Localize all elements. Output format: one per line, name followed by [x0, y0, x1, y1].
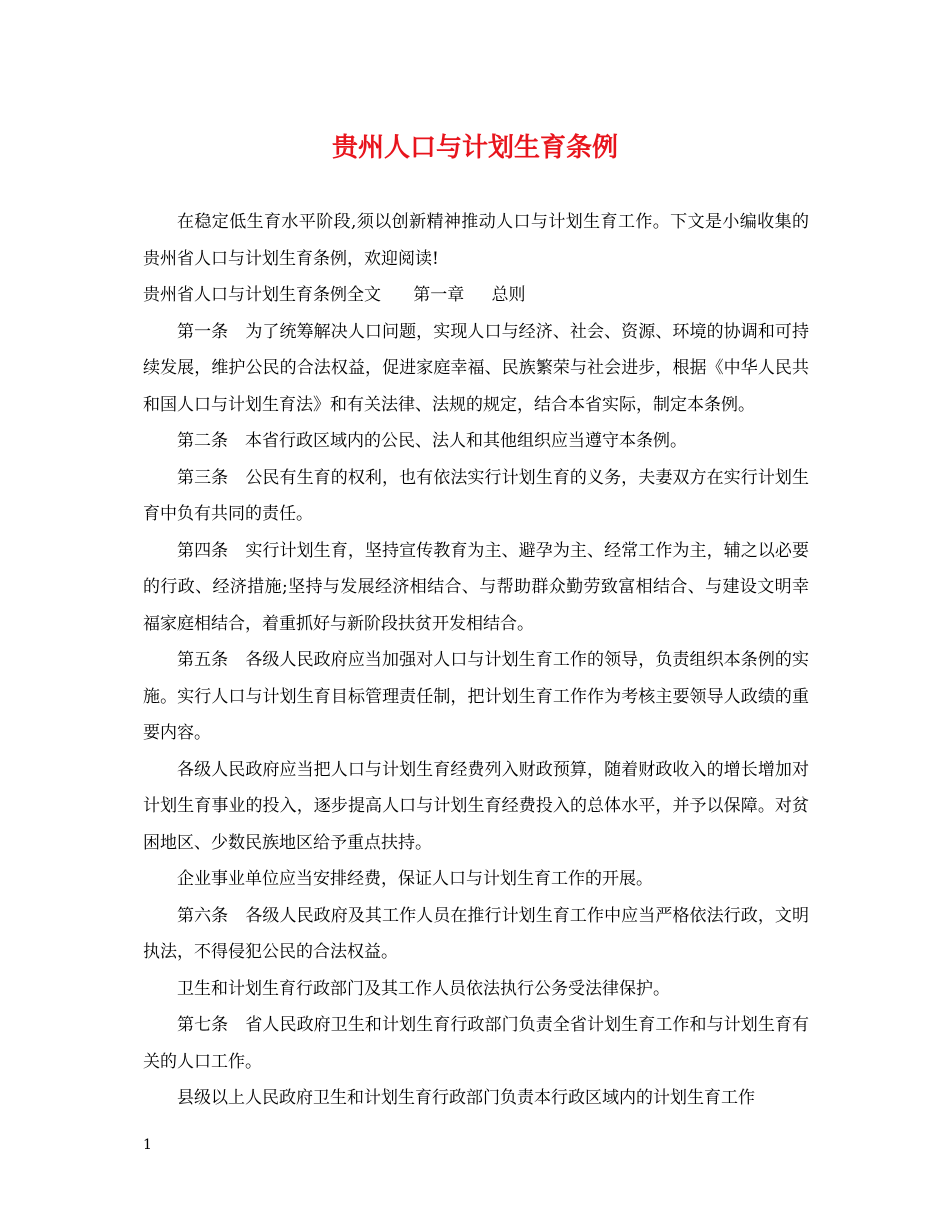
- chapter-label: 第一章: [413, 285, 465, 305]
- article-3: 第三条 公民有生育的权利，也有依法实行计划生育的义务，夫妻双方在实行计划生育中负有共同的责任。: [143, 467, 809, 524]
- article-2: 第二条 本省行政区域内的公民、法人和其他组织应当遵守本条例。: [177, 431, 687, 451]
- document-title: 贵州人口与计划生育条例: [331, 133, 618, 163]
- article-6: 第六条 各级人民政府及其工作人员在推行计划生育工作中应当严格依法行政，文明执法，不得侵犯公民的合法权益。: [143, 905, 809, 962]
- article-4: 第四条 实行计划生育，坚持宣传教育为主、避孕为主、经常工作为主，辅之以必要的行政、经济措施;坚持与发展经济相结合、与帮助群众勤劳致富相结合、与建设文明幸福家庭相结合，着重抓好与新阶段扶贫开发相结合。: [143, 540, 809, 634]
- document-body: [143, 204, 809, 1117]
- article-1: 第一条 为了统筹解决人口问题，实现人口与经济、社会、资源、环境的协调和可持续发展，维护公民的合法权益，促进家庭幸福、民族繁荣与社会进步，根据《中华人民共和国人口与计划生育法》和有关法律、法规的规定，结合本省实际，制定本条例。: [143, 321, 809, 415]
- full-text-label: 贵州省人口与计划生育条例全文: [143, 285, 381, 305]
- article-7-paragraph-2: 县级以上人民政府卫生和计划生育行政部门负责本行政区域内的计划生育工作: [177, 1088, 755, 1108]
- page-number: 1: [143, 1137, 152, 1153]
- article-5-paragraph-2: 各级人民政府应当把人口与计划生育经费列入财政预算，随着财政收入的增长增加对计划生育事业的投入，逐步提高人口与计划生育经费投入的总体水平，并予以保障。对贫困地区、少数民族地区给予重点扶持。: [143, 759, 809, 853]
- article-7: 第七条 省人民政府卫生和计划生育行政部门负责全省计划生育工作和与计划生育有关的人口工作。: [143, 1015, 809, 1072]
- article-5-paragraph-3: 企业事业单位应当安排经费，保证人口与计划生育工作的开展。: [177, 869, 653, 889]
- chapter-title: 总则: [491, 285, 526, 305]
- intro-paragraph: 在稳定低生育水平阶段,须以创新精神推动人口与计划生育工作。下文是小编收集的贵州省人口与计划生育条例，欢迎阅读!: [143, 212, 809, 269]
- section-heading-line: [143, 277, 809, 314]
- article-6-paragraph-2: 卫生和计划生育行政部门及其工作人员依法执行公务受法律保护。: [177, 978, 670, 999]
- article-5: 第五条 各级人民政府应当加强对人口与计划生育工作的领导，负责组织本条例的实施。实行人口与计划生育目标管理责任制，把计划生育工作作为考核主要领导人政绩的重要内容。: [143, 650, 809, 743]
